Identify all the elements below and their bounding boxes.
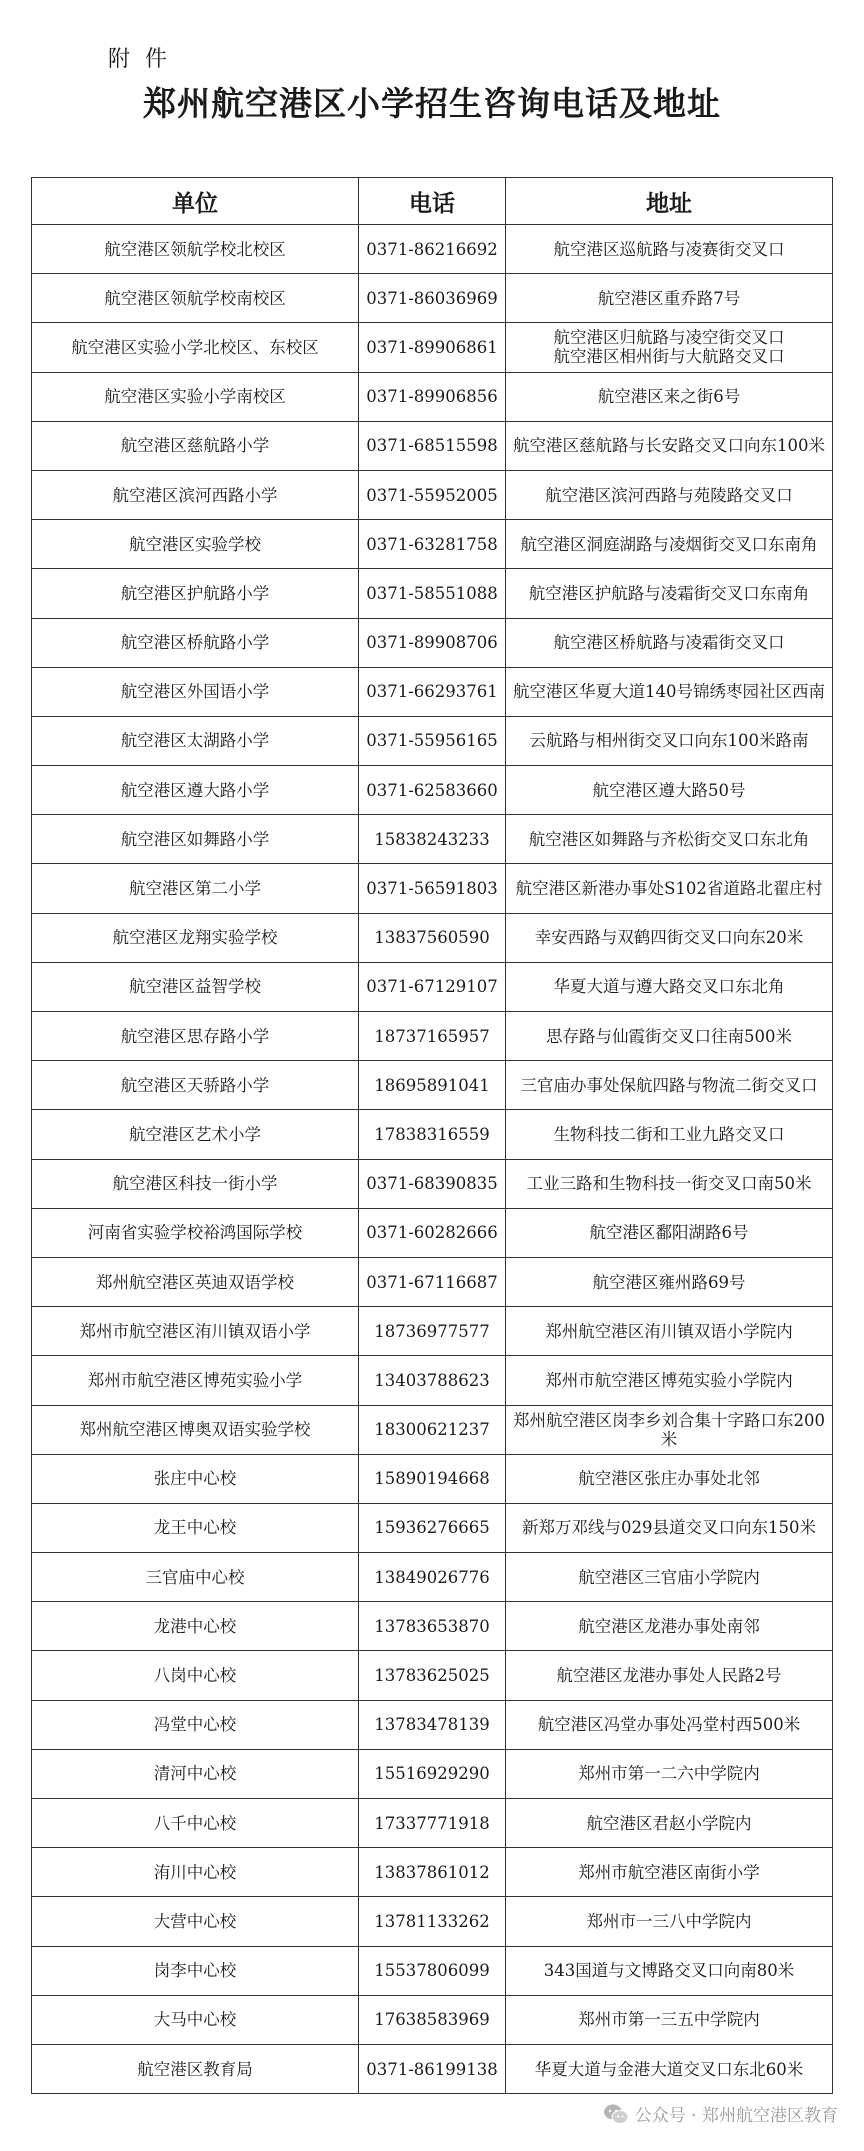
table-row [32, 716, 833, 765]
table-row [32, 1405, 833, 1454]
cell-phone: 17337771918 [359, 1799, 506, 1848]
cell-address: 郑州市第一三五中学院内 [506, 1995, 833, 2044]
cell-unit: 航空港区益智学校 [32, 962, 359, 1011]
cell-phone: 0371-55952005 [359, 470, 506, 519]
table-row [32, 421, 833, 470]
table-header [32, 178, 833, 225]
cell-unit: 三官庙中心校 [32, 1553, 359, 1602]
cell-address: 云航路与相州街交叉口向东100米路南 [506, 716, 833, 765]
cell-phone: 0371-86036969 [359, 274, 506, 323]
table-row [32, 1700, 833, 1749]
cell-phone: 0371-89906856 [359, 372, 506, 421]
cell-phone: 15838243233 [359, 815, 506, 864]
table-row [32, 913, 833, 962]
cell-phone: 17838316559 [359, 1110, 506, 1159]
cell-phone: 13783625025 [359, 1651, 506, 1700]
cell-address: 三官庙办事处保航四路与物流二街交叉口 [506, 1061, 833, 1110]
cell-unit: 洧川中心校 [32, 1848, 359, 1897]
cell-unit: 大营中心校 [32, 1897, 359, 1946]
cell-unit: 龙港中心校 [32, 1602, 359, 1651]
table-row [32, 1307, 833, 1356]
cell-unit: 岗李中心校 [32, 1946, 359, 1995]
table-row [32, 618, 833, 667]
cell-address: 航空港区洞庭湖路与凌烟街交叉口东南角 [506, 520, 833, 569]
cell-unit: 大马中心校 [32, 1995, 359, 2044]
table-row [32, 1553, 833, 1602]
table-row [32, 470, 833, 519]
cell-unit: 河南省实验学校裕鸿国际学校 [32, 1208, 359, 1257]
table-row [32, 667, 833, 716]
cell-address: 航空港区冯堂办事处冯堂村西500米 [506, 1700, 833, 1749]
cell-unit: 八岗中心校 [32, 1651, 359, 1700]
cell-unit: 航空港区滨河西路小学 [32, 470, 359, 519]
cell-address: 郑州市第一二六中学院内 [506, 1749, 833, 1798]
table-row [32, 1454, 833, 1503]
cell-phone: 0371-63281758 [359, 520, 506, 569]
cell-phone: 18737165957 [359, 1012, 506, 1061]
cell-unit: 航空港区科技一街小学 [32, 1159, 359, 1208]
cell-unit: 航空港区领航学校北校区 [32, 225, 359, 274]
cell-address: 新郑万邓线与029县道交叉口向东150米 [506, 1503, 833, 1552]
cell-phone: 13783653870 [359, 1602, 506, 1651]
cell-address: 航空港区君赵小学院内 [506, 1799, 833, 1848]
cell-unit: 航空港区实验小学北校区、东校区 [32, 323, 359, 372]
cell-address: 航空港区雍州路69号 [506, 1257, 833, 1306]
table-row [32, 962, 833, 1011]
cell-address: 航空港区鄱阳湖路6号 [506, 1208, 833, 1257]
cell-address: 华夏大道与遵大路交叉口东北角 [506, 962, 833, 1011]
cell-phone: 15936276665 [359, 1503, 506, 1552]
table-row [32, 1897, 833, 1946]
cell-address: 郑州航空港区洧川镇双语小学院内 [506, 1307, 833, 1356]
cell-address: 航空港区新港办事处S102省道路北翟庄村 [506, 864, 833, 913]
cell-unit: 郑州市航空港区洧川镇双语小学 [32, 1307, 359, 1356]
table-row [32, 1012, 833, 1061]
table-row [32, 1257, 833, 1306]
cell-unit: 航空港区领航学校南校区 [32, 274, 359, 323]
table-row [32, 1356, 833, 1405]
cell-unit: 八千中心校 [32, 1799, 359, 1848]
cell-phone: 0371-55956165 [359, 716, 506, 765]
cell-address: 航空港区重乔路7号 [506, 274, 833, 323]
cell-unit: 航空港区龙翔实验学校 [32, 913, 359, 962]
table-row [32, 2044, 833, 2093]
cell-phone: 0371-89908706 [359, 618, 506, 667]
cell-unit: 航空港区外国语小学 [32, 667, 359, 716]
cell-address: 工业三路和生物科技一街交叉口南50米 [506, 1159, 833, 1208]
cell-phone: 15537806099 [359, 1946, 506, 1995]
page-title: 郑州航空港区小学招生咨询电话及地址 [143, 84, 721, 123]
cell-address: 郑州市一三八中学院内 [506, 1897, 833, 1946]
table-body [32, 225, 833, 2094]
table-row [32, 1651, 833, 1700]
table-row [32, 1749, 833, 1798]
cell-phone: 0371-58551088 [359, 569, 506, 618]
cell-phone: 0371-62583660 [359, 766, 506, 815]
cell-address: 航空港区巡航路与凌赛街交叉口 [506, 225, 833, 274]
cell-address: 幸安西路与双鹤四街交叉口向东20米 [506, 913, 833, 962]
cell-phone: 18695891041 [359, 1061, 506, 1110]
cell-phone: 0371-68390835 [359, 1159, 506, 1208]
cell-phone: 0371-89906861 [359, 323, 506, 372]
cell-address: 生物科技二街和工业九路交叉口 [506, 1110, 833, 1159]
cell-phone: 0371-86199138 [359, 2044, 506, 2093]
cell-address: 航空港区如舞路与齐松街交叉口东北角 [506, 815, 833, 864]
table-row [32, 1602, 833, 1651]
cell-phone: 0371-60282666 [359, 1208, 506, 1257]
cell-phone: 18736977577 [359, 1307, 506, 1356]
column-header-address: 地址 [506, 178, 833, 225]
table-row [32, 1159, 833, 1208]
table-row [32, 1208, 833, 1257]
cell-phone: 0371-67129107 [359, 962, 506, 1011]
table-row [32, 815, 833, 864]
cell-address: 航空港区龙港办事处人民路2号 [506, 1651, 833, 1700]
cell-phone: 13849026776 [359, 1553, 506, 1602]
cell-unit: 航空港区思存路小学 [32, 1012, 359, 1061]
cell-address: 郑州市航空港区南街小学 [506, 1848, 833, 1897]
cell-unit: 航空港区第二小学 [32, 864, 359, 913]
cell-unit: 郑州市航空港区博苑实验小学 [32, 1356, 359, 1405]
cell-unit: 航空港区实验小学南校区 [32, 372, 359, 421]
cell-address: 343国道与文博路交叉口向南80米 [506, 1946, 833, 1995]
table-row [32, 1848, 833, 1897]
cell-address: 郑州市航空港区博苑实验小学院内 [506, 1356, 833, 1405]
cell-address: 航空港区来之街6号 [506, 372, 833, 421]
table-row [32, 520, 833, 569]
cell-address: 思存路与仙霞街交叉口往南500米 [506, 1012, 833, 1061]
table-row [32, 1995, 833, 2044]
cell-address: 华夏大道与金港大道交叉口东北60米 [506, 2044, 833, 2093]
cell-phone: 13403788623 [359, 1356, 506, 1405]
cell-unit: 郑州航空港区英迪双语学校 [32, 1257, 359, 1306]
cell-address: 航空港区遵大路50号 [506, 766, 833, 815]
table-row [32, 323, 833, 372]
wechat-icon [603, 2103, 629, 2125]
cell-unit: 航空港区艺术小学 [32, 1110, 359, 1159]
cell-unit: 航空港区教育局 [32, 2044, 359, 2093]
cell-phone: 0371-86216692 [359, 225, 506, 274]
cell-unit: 航空港区天骄路小学 [32, 1061, 359, 1110]
cell-unit: 郑州航空港区博奥双语实验学校 [32, 1405, 359, 1454]
cell-address: 航空港区滨河西路与苑陵路交叉口 [506, 470, 833, 519]
watermark [603, 2101, 838, 2126]
table-row [32, 372, 833, 421]
cell-unit: 航空港区护航路小学 [32, 569, 359, 618]
cell-phone: 0371-66293761 [359, 667, 506, 716]
cell-phone: 13781133262 [359, 1897, 506, 1946]
cell-address: 航空港区张庄办事处北邻 [506, 1454, 833, 1503]
column-header-unit: 单位 [32, 178, 359, 225]
cell-unit: 冯堂中心校 [32, 1700, 359, 1749]
cell-phone: 18300621237 [359, 1405, 506, 1454]
column-header-phone: 电话 [359, 178, 506, 225]
table-row [32, 864, 833, 913]
cell-address: 航空港区华夏大道140号锦绣枣园社区西南 [506, 667, 833, 716]
cell-unit: 航空港区桥航路小学 [32, 618, 359, 667]
cell-unit: 张庄中心校 [32, 1454, 359, 1503]
cell-unit: 航空港区如舞路小学 [32, 815, 359, 864]
table-row [32, 225, 833, 274]
table-row [32, 274, 833, 323]
contacts-table [31, 177, 833, 2094]
cell-address: 航空港区慈航路与长安路交叉口向东100米 [506, 421, 833, 470]
cell-phone: 0371-67116687 [359, 1257, 506, 1306]
watermark-text: 公众号 · 郑州航空港区教育 [634, 2106, 838, 2126]
table-row [32, 1110, 833, 1159]
table-row [32, 1503, 833, 1552]
cell-unit: 航空港区遵大路小学 [32, 766, 359, 815]
cell-phone: 15516929290 [359, 1749, 506, 1798]
cell-address: 郑州航空港区岗李乡刘合集十字路口东200米 [506, 1405, 833, 1454]
cell-phone: 17638583969 [359, 1995, 506, 2044]
cell-phone: 15890194668 [359, 1454, 506, 1503]
attachment-label: 附 件 [108, 47, 171, 72]
header-row [32, 178, 833, 225]
table-row [32, 766, 833, 815]
cell-phone: 0371-56591803 [359, 864, 506, 913]
table-row [32, 1946, 833, 1995]
cell-phone: 13837560590 [359, 913, 506, 962]
cell-unit: 清河中心校 [32, 1749, 359, 1798]
cell-unit: 航空港区太湖路小学 [32, 716, 359, 765]
table-row [32, 1799, 833, 1848]
table-row [32, 569, 833, 618]
cell-address: 航空港区护航路与凌霜街交叉口东南角 [506, 569, 833, 618]
cell-unit: 航空港区实验学校 [32, 520, 359, 569]
cell-phone: 13783478139 [359, 1700, 506, 1749]
table-row [32, 1061, 833, 1110]
cell-phone: 0371-68515598 [359, 421, 506, 470]
cell-address: 航空港区三官庙小学院内 [506, 1553, 833, 1602]
cell-unit: 龙王中心校 [32, 1503, 359, 1552]
cell-phone: 13837861012 [359, 1848, 506, 1897]
cell-address: 航空港区龙港办事处南邻 [506, 1602, 833, 1651]
cell-unit: 航空港区慈航路小学 [32, 421, 359, 470]
cell-address: 航空港区归航路与凌空街交叉口 航空港区相州街与大航路交叉口 [506, 323, 833, 372]
cell-address: 航空港区桥航路与凌霜街交叉口 [506, 618, 833, 667]
